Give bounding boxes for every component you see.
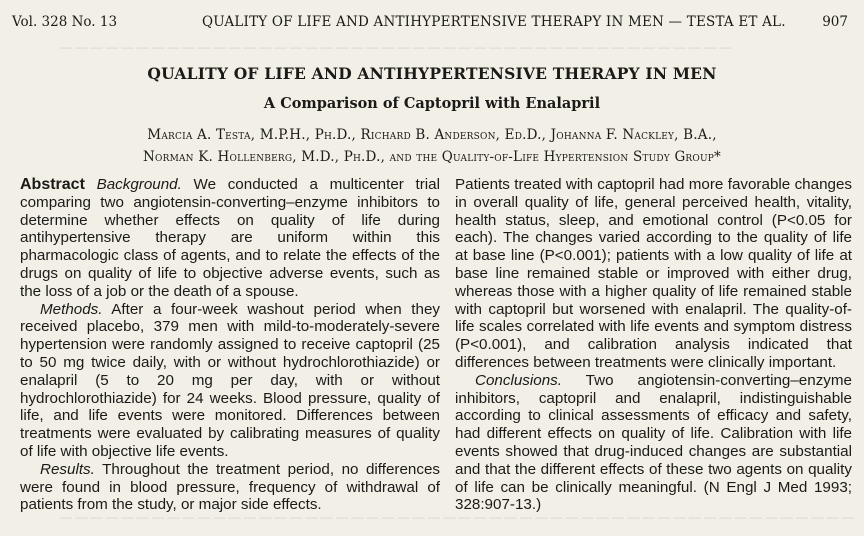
abstract-label: Abstract — [20, 176, 85, 193]
conclusions-label: Conclusions. — [475, 371, 562, 389]
results-text-right: Patients treated with captopril had more favorable changes in overall quality of life, general perceived health, vitality, health status, sleep, and emotional control (P<0.05 for each). The changes varied according to the quality of life at base line (P<0.001); patients with a low quality of life at base line remained stable or improved with either drug, whereas those with a higher quality of life remained stable with captopril but worsened with enalapril. The quality-of-life scales correlated with life events and symptom distress (P<0.001), and calibration analysis indicated that differences between treatments were clinically important. — [455, 176, 852, 371]
methods-label: Methods. — [40, 300, 103, 318]
methods-text: After a four-week washout period when they received placebo, 379 men with mild-to-moderately-severe hypertension were randomly assigned to receive captopril (25 to 50 mg twice daily, with or without hydrochlorothiazide) or enalapril (5 to 20 mg per day, with or without hydrochlorothiazide) for 24 weeks. Blood pressure, quality of life, and life events were monitored. Differences between treatments were evaluated by calibrating measures of quality of life with objective life events. — [20, 300, 440, 460]
results-label: Results. — [40, 460, 95, 478]
conclusions-paragraph — [455, 372, 852, 514]
background-paragraph — [20, 176, 440, 301]
page-number: 907 — [822, 14, 848, 30]
background-text: We conducted a multicenter trial comparing two angiotensin-converting–enzyme inhibitors to determine whether effects on quality of life during antihypertensive therapy are uniform within this pharmacologic class of agents, and to relate the effects of the drugs on quality of life to objective adverse events, such as the loss of a job or the death of a spouse. — [20, 176, 440, 300]
author-list-line-1: Marcia A. Testa, M.P.H., Ph.D., Richard B. Anderson, Ed.D., Johanna F. Nackley, B.A., — [147, 127, 717, 143]
results-continued-paragraph — [455, 176, 852, 372]
article-subtitle: A Comparison of Captopril with Enalapril — [263, 95, 601, 112]
author-list-line-2: Norman K. Hollenberg, M.D., Ph.D., and the Quality-of-Life Hypertension Study Group* — [143, 149, 721, 165]
background-label: Background. — [96, 176, 182, 193]
conclusions-text: Two angiotensin-converting–enzyme inhibitors, captopril and enalapril, indistinguishable according to clinical assessments of efficacy and safety, had different effects on quality of life. Calibration with life events showed that drug-induced changes are substantial and that the different effects of these two agents on quality of life can be clinically meaningful. (N Engl J Med 1993; 328:907-13.) — [455, 371, 852, 514]
results-paragraph — [20, 461, 440, 514]
volume-issue: Vol. 328 No. 13 — [12, 14, 118, 30]
abstract-left-column — [20, 176, 440, 514]
running-header — [12, 14, 848, 34]
article-title: QUALITY OF LIFE AND ANTIHYPERTENSIVE THERAPY IN MEN — [147, 64, 717, 83]
abstract-right-column — [455, 176, 852, 514]
show-through-text: — — — — — — — — — — — — — — — — — — — — — — — — — — — — — — — — — — — — — — — — — — — — — — — — — — — — — [60, 510, 855, 524]
results-text-left: Throughout the treatment period, no differences were found in blood pressure, frequency of withdrawal of patients from the study, or major side effects. — [20, 460, 440, 514]
methods-paragraph — [20, 301, 440, 461]
show-through-text: — — — — — — — — — — — — — — — — — — — — — — — — — — — — — — — — — — — — — — — — — — — — — [60, 40, 732, 54]
running-title: QUALITY OF LIFE AND ANTIHYPERTENSIVE THERAPY IN MEN — TESTA ET AL. — [202, 14, 786, 30]
